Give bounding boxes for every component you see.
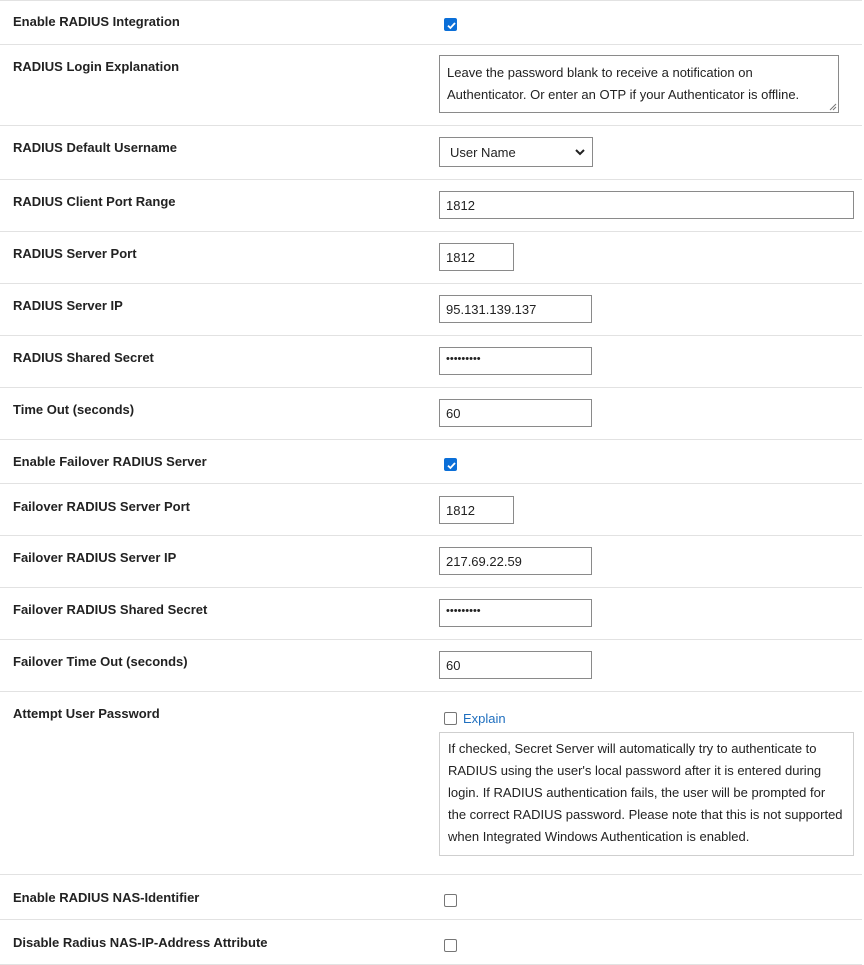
client-port-range-input[interactable]: 1812: [439, 191, 854, 219]
row-failover-port: [0, 484, 862, 536]
failover-port-input[interactable]: 1812: [439, 496, 514, 524]
explain-link[interactable]: Explain: [463, 711, 506, 726]
row-enable-failover: [0, 440, 862, 484]
default-username-label: RADIUS Default Username: [13, 140, 177, 155]
login-explanation-textarea[interactable]: [439, 55, 839, 113]
timeout-label: Time Out (seconds): [13, 402, 135, 417]
row-failover-secret: [0, 588, 862, 640]
failover-ip-input[interactable]: 217.69.22.59: [439, 547, 592, 575]
row-timeout: [0, 388, 862, 440]
row-failover-ip: [0, 536, 862, 588]
chevron-down-icon: [574, 146, 586, 158]
explain-text-box: If checked, Secret Server will automatically try to authenticate to RADIUS using the user's local password after it is entered during login. If RADIUS authentication fails, the user will be prompted for the correct RADIUS password. Please note that this is not supported when Integrated Windows Authentication is enabled.: [439, 732, 854, 856]
nas-identifier-checkbox[interactable]: [444, 894, 457, 907]
row-nas-identifier: [0, 875, 862, 920]
row-shared-secret: [0, 336, 862, 388]
default-username-selected: User Name: [450, 145, 516, 160]
timeout-input[interactable]: 60: [439, 399, 592, 427]
failover-secret-label: Failover RADIUS Shared Secret: [13, 602, 208, 617]
checkmark-icon: [445, 19, 458, 32]
default-username-select[interactable]: [439, 137, 593, 167]
server-ip-input[interactable]: 95.131.139.137: [439, 295, 592, 323]
disable-nas-ip-checkbox[interactable]: [444, 939, 457, 952]
attempt-user-password-label: Attempt User Password: [13, 706, 160, 721]
row-server-ip: [0, 284, 862, 336]
attempt-user-password-checkbox[interactable]: [444, 712, 457, 725]
failover-timeout-input[interactable]: 60: [439, 651, 592, 679]
enable-failover-label: Enable Failover RADIUS Server: [13, 454, 207, 469]
login-explanation-text: Leave the password blank to receive a notification on Authenticator. Or enter an OTP if your Authenticator is offline.: [447, 65, 800, 102]
server-ip-label: RADIUS Server IP: [13, 298, 123, 313]
row-client-port-range: [0, 180, 862, 232]
resize-grip-icon[interactable]: [829, 103, 837, 111]
nas-identifier-label: Enable RADIUS NAS-Identifier: [13, 890, 200, 905]
server-port-label: RADIUS Server Port: [13, 246, 137, 261]
row-failover-timeout: [0, 640, 862, 692]
row-default-username: [0, 126, 862, 180]
failover-secret-input[interactable]: •••••••••: [439, 599, 592, 627]
row-enable-radius: [0, 1, 862, 45]
row-attempt-user-password: [0, 692, 862, 875]
login-explanation-label: RADIUS Login Explanation: [13, 59, 180, 74]
failover-ip-label: Failover RADIUS Server IP: [13, 550, 177, 565]
shared-secret-label: RADIUS Shared Secret: [13, 350, 154, 365]
enable-radius-label: Enable RADIUS Integration: [13, 14, 180, 29]
checkmark-icon: [445, 459, 458, 472]
failover-port-label: Failover RADIUS Server Port: [13, 499, 191, 514]
failover-timeout-label: Failover Time Out (seconds): [13, 654, 188, 669]
enable-radius-checkbox[interactable]: [444, 18, 457, 31]
row-disable-nas-ip: [0, 920, 862, 965]
client-port-range-label: RADIUS Client Port Range: [13, 194, 176, 209]
server-port-input[interactable]: 1812: [439, 243, 514, 271]
enable-failover-checkbox[interactable]: [444, 458, 457, 471]
disable-nas-ip-label: Disable Radius NAS-IP-Address Attribute: [13, 935, 268, 950]
shared-secret-input[interactable]: •••••••••: [439, 347, 592, 375]
row-server-port: [0, 232, 862, 284]
row-login-explanation: [0, 45, 862, 126]
